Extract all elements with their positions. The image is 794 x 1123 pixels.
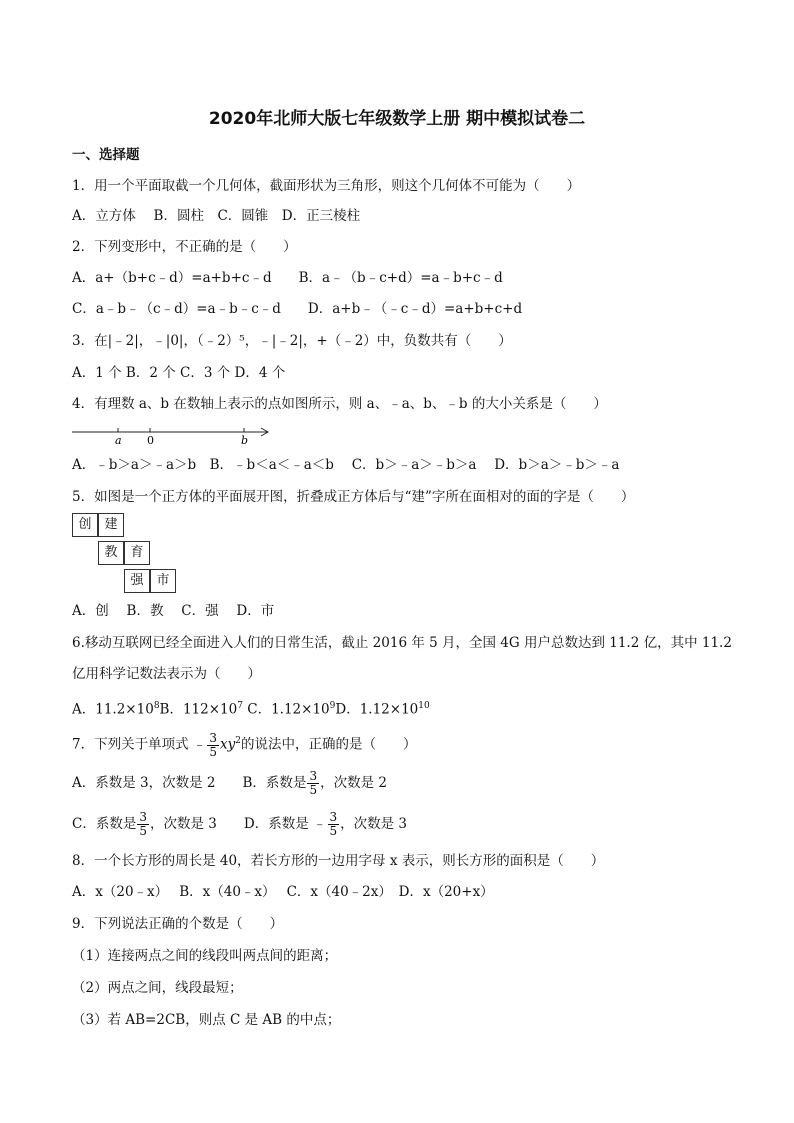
question-4-stem: 4．有理数 a、b 在数轴上表示的点如图所示，则 a、﹣a、b、﹣b 的大小关系是（ ） [72,396,607,412]
question-2-stem: 2．下列变形中，不正确的是（ ） [72,239,297,255]
question-6-options: A．$11.2\times 10^8B$．$112\times 10^7$ C．$1.12\times 10^9D$．$1.12\times 10^{10}$ [72,701,430,718]
net-cell: 育 [124,541,150,565]
question-5-options: A．创 B．教 C．强 D．市 [72,603,275,619]
question-7-options-ab: A．系数是 3，次数是 2 B．系数是 $\frac{3}{5}$ ，次数是 2 [72,769,387,797]
label-b: b [241,434,249,446]
question-8-options: A．x（20﹣x） B．x（40﹣x） C．x（40﹣2x） D．x（20+x） [72,884,494,900]
question-5-stem: 5．如图是一个正方体的平面展开图，折叠成正方体后与“建”字所在面相对的面的字是（ ） [72,489,635,505]
fraction: $\frac{3}{5}$ [139,810,147,838]
label-0: 0 [147,434,154,446]
question-1-options: A．立方体 B．圆柱 C．圆锥 D．正三棱柱 [72,208,361,224]
question-4-options: A．﹣b＞a＞﹣a＞b B．﹣b＜a＜﹣a＜b C．b＞﹣a＞﹣b＞a D．b＞a＞﹣b＞﹣a [72,457,620,473]
question-3-stem: 3．在|﹣2|，﹣|0|，（﹣2）⁵，﹣|﹣2|，+（﹣2）中，负数共有（ ） [72,333,512,349]
net-cell: 市 [150,569,176,593]
question-2-options-ab: A．a+（b+c﹣d）=a+b+c﹣d B．a﹣（b﹣c+d）=a﹣b+c﹣d [72,270,503,286]
net-cell: 教 [98,541,124,565]
question-2-options-cd: C．a﹣b﹣（c﹣d）=a﹣b﹣c﹣d D．a+b﹣（﹣c﹣d）=a+b+c+d [72,301,523,317]
label-a: a [115,434,122,446]
question-6-stem-2: 亿用科学记数法表示为（ ） [72,666,261,682]
question-7-stem: 7．下列关于单项式 ﹣ $\frac{3}{5}$ $xy^2$的说法中，正确的是（ ） [72,730,417,759]
question-3-options: A．1 个 B．2 个 C．3 个 D．4 个 [72,365,286,381]
page-title: 2020年北师大版七年级数学上册 期中模拟试卷二 [208,109,586,129]
question-6-stem-1: 6.移动互联网已经全面进入人们的日常生活，截止 2016 年 5 月，全国 4G 用户总数达到 11.2 亿，其中 11.2 [72,635,732,651]
question-7-options-cd: C．系数是 $\frac{3}{5}$ ，次数是 3 D．系数是 ﹣ $\frac{3}{5}$ ，次数是 3 [72,810,408,838]
net-cell: 强 [124,569,150,593]
question-9-statement-1: （1）连接两点之间的线段叫两点间的距离； [72,948,338,964]
fraction: $\frac{3}{5}$ [209,730,218,759]
section-heading: 一、选择题 [72,147,140,163]
question-1-stem: 1．用一个平面取截一个几何体，截面形状为三角形，则这个几何体不可能为（ ） [72,178,581,194]
number-line-figure [72,424,272,446]
question-8-stem: 8．一个长方形的周长是 40，若长方形的一边用字母 x 表示，则长方形的面积是（ ） [72,853,605,869]
net-cell: 建 [98,513,124,537]
fraction: $\frac{3}{5}$ [329,810,338,838]
question-9-stem: 9．下列说法正确的个数是（ ） [72,916,284,932]
question-9-statement-2: （2）两点之间，线段最短； [72,980,243,996]
question-9-statement-3: （3）若 AB=2CB，则点 C 是 AB 的中点； [72,1012,341,1028]
fraction: $\frac{3}{5}$ [309,769,318,797]
net-cell: 创 [72,513,98,537]
